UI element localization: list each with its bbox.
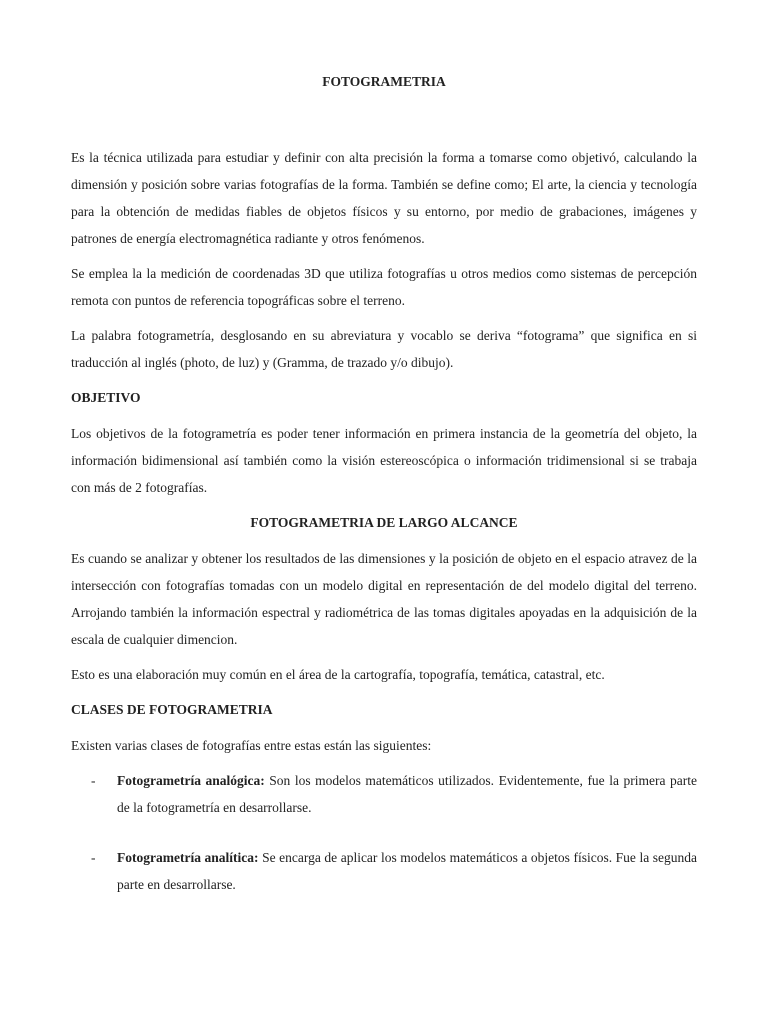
list-item-term: Fotogrametría analógica: [117, 773, 265, 788]
largo-alcance-paragraph-1: Es cuando se analizar y obtener los resultados de las dimensiones y la posición de objeto en el espacio atravez de la intersección con fotografías tomadas con un modelo digital en representación de del modelo digital del terreno. Arrojando también la información espectral y radiométrica de las tomas digitales apoyadas en la adquisición de la escala de cualquier dimencion. [71, 551, 697, 647]
list-item-text: Se encarga de aplicar los modelos matemáticos a objetos físicos. Fue la segunda parte en desarrollarse. [117, 850, 697, 892]
bullet-dash: - [91, 850, 96, 865]
intro-paragraph-2: Se emplea la la medición de coordenadas 3D que utiliza fotografías u otros medios como sistemas de percepción remota con puntos de referencia topográficas sobre el terreno. [71, 266, 697, 308]
clases-heading: CLASES DE FOTOGRAMETRIA [71, 702, 273, 717]
objetivo-paragraph: Los objetivos de la fotogrametría es poder tener información en primera instancia de la geometría del objeto, la información bidimensional así también como la visión estereoscópica o información tridimensional si se trabaja con más de 2 fotografías. [71, 426, 697, 495]
intro-paragraph-1: Es la técnica utilizada para estudiar y definir con alta precisión la forma a tomarse como objetivó, calculando la dimensión y posición sobre varias fotografías de la forma. También se define como; El arte, la ciencia y tecnología para la obtención de medidas fiables de objetos físicos y su entorno, por medio de grabaciones, imágenes y patrones de energía electromagnética radiante y otros fenómenos. [71, 150, 697, 246]
list-item [71, 844, 697, 898]
clases-intro: Existen varias clases de fotografías entre estas están las siguientes: [71, 738, 432, 753]
largo-alcance-heading: FOTOGRAMETRIA DE LARGO ALCANCE [250, 515, 518, 530]
list-item [71, 767, 697, 821]
clases-list [71, 767, 697, 898]
largo-alcance-paragraph-2: Esto es una elaboración muy común en el área de la cartografía, topografía, temática, catastral, etc. [71, 667, 605, 682]
objetivo-heading: OBJETIVO [71, 390, 141, 405]
list-item-term: Fotogrametría analítica: [117, 850, 259, 865]
list-item-text: Son los modelos matemáticos utilizados. Evidentemente, fue la primera parte de la fotogrametría en desarrollarse. [117, 773, 697, 815]
document-title: FOTOGRAMETRIA [322, 74, 446, 89]
bullet-dash: - [91, 773, 96, 788]
document-body [71, 68, 697, 921]
intro-paragraph-3: La palabra fotogrametría, desglosando en su abreviatura y vocablo se deriva “fotograma” que significa en si traducción al inglés (photo, de luz) y (Gramma, de trazado y/o dibujo). [71, 328, 697, 370]
